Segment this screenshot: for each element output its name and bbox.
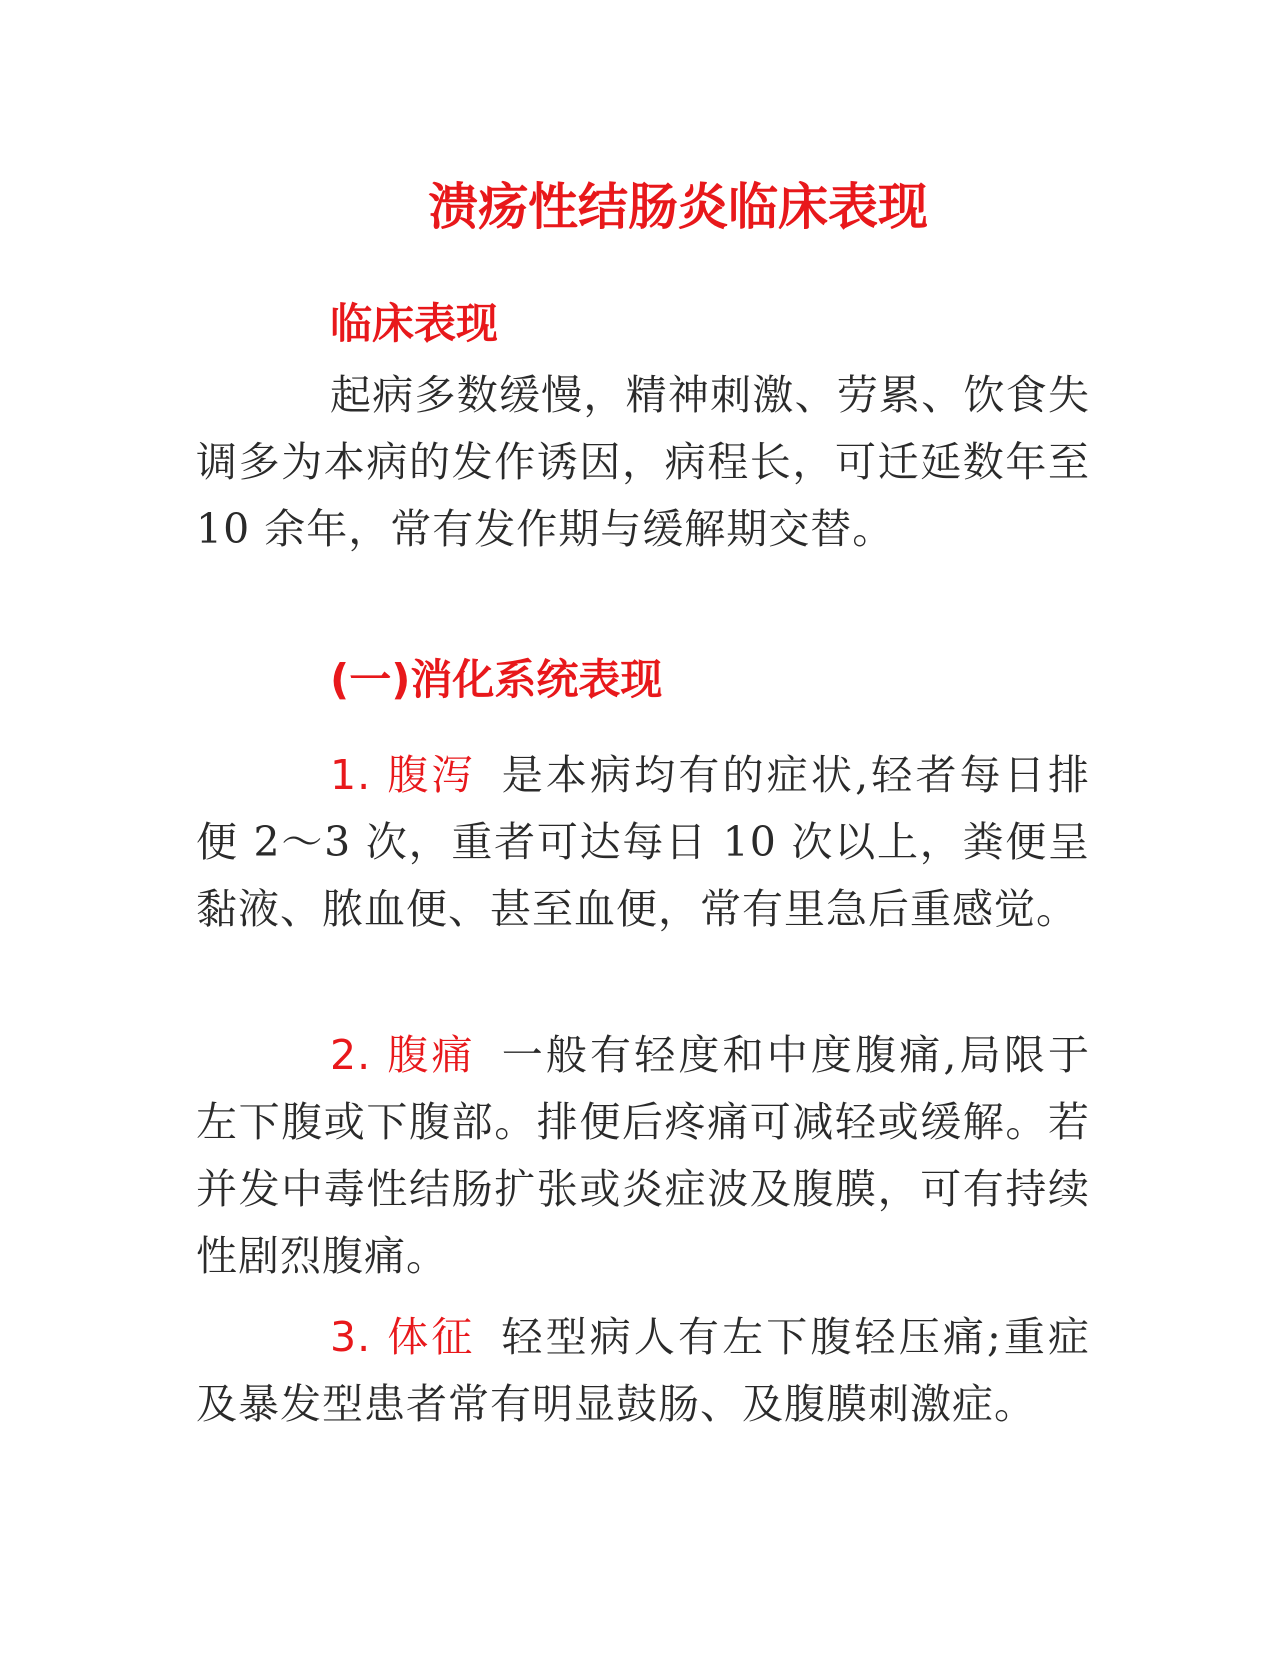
item-text: 一般有轻度和中度腹痛,局限于左下腹或下腹部。排便后疼痛可减轻或缓解。若并发中毒性结肠扩张或炎症波及腹膜，可有持续性剧烈腹痛。	[196, 1031, 1090, 1280]
item-diarrhea	[196, 742, 1090, 943]
item-label: 1. 腹泻	[330, 751, 476, 799]
item-signs	[196, 1304, 1090, 1438]
subsection-heading: (一)消化系统表现	[330, 655, 663, 704]
section-heading: 临床表现	[330, 299, 499, 348]
item-text: 轻型病人有左下腹轻压痛;重症及暴发型患者常有明显鼓肠、及腹膜刺激症。	[196, 1313, 1091, 1428]
item-text: 是本病均有的症状,轻者每日排便 2～3 次，重者可达每日 10 次以上，粪便呈黏液、脓血便、甚至血便，常有里急后重感觉。	[196, 751, 1090, 933]
item-abdominal-pain	[196, 1022, 1090, 1290]
item-label: 2. 腹痛	[330, 1031, 476, 1079]
item-label: 3. 体征	[330, 1313, 476, 1361]
document-title: 溃疡性结肠炎临床表现	[428, 178, 928, 236]
intro-paragraph: 起病多数缓慢，精神刺激、劳累、饮食失调多为本病的发作诱因，病程长，可迁延数年至 10 余年，常有发作期与缓解期交替。	[196, 371, 1090, 553]
